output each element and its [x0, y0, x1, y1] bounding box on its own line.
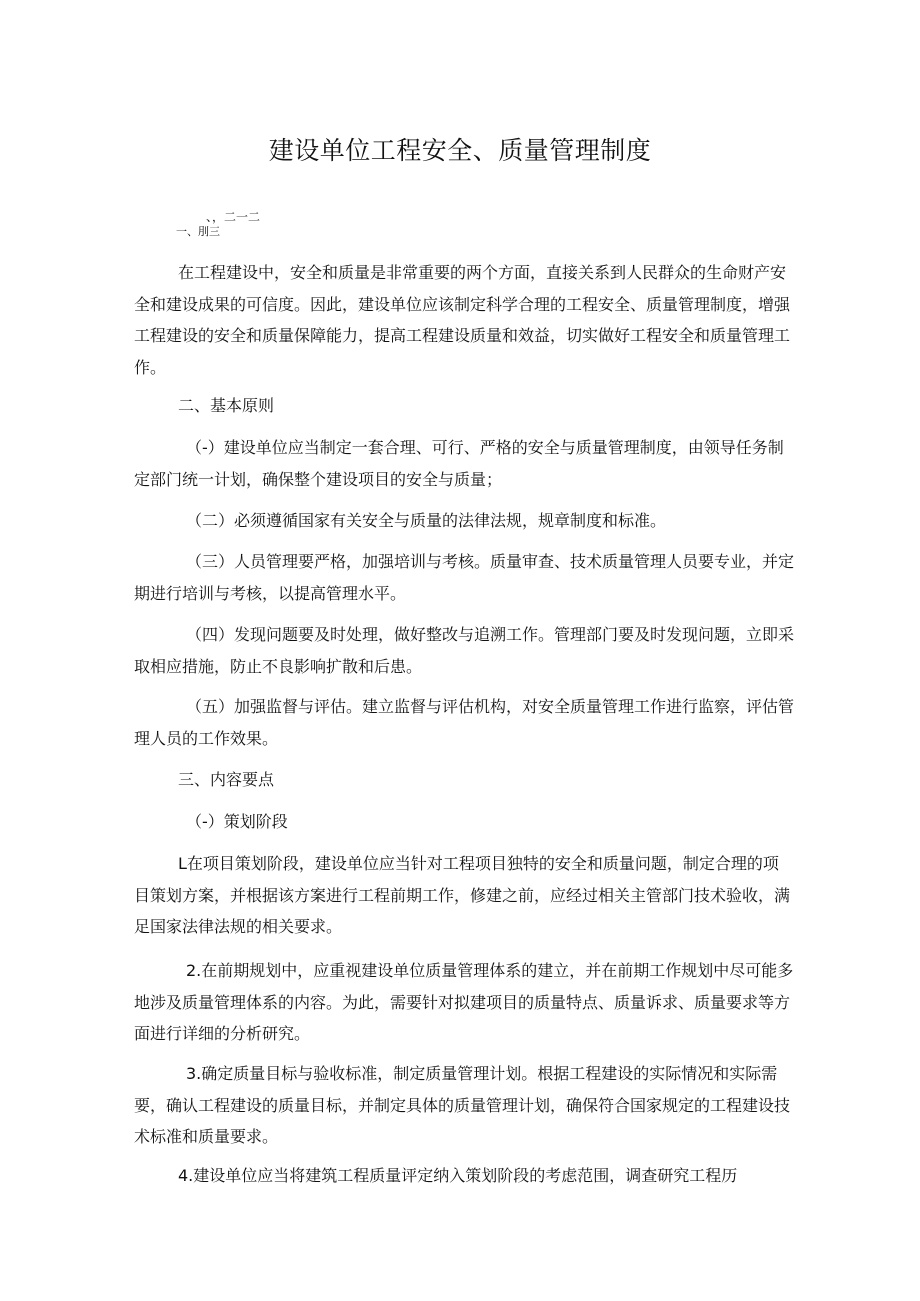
principle-item-2: （二）必须遵循国家有关安全与质量的法律法规，规章制度和标准。	[186, 511, 667, 530]
principle-item-4: （四）发现问题要及时处理，做好整改与追溯工作。管理部门要及时发现问题，立即采取相应措施，防止不良影响扩散和后患。	[134, 625, 795, 676]
point-item-1: L在项目策划阶段，建设单位应当针对工程项目独特的安全和质量问题，制定合理的项目策划方案，并根据该方案进行工程前期工作，修建之前，应经过相关主管部门技术验收，满足国家法律法规的相关要求。	[134, 854, 791, 936]
intro-paragraph: 在工程建设中，安全和质量是非常重要的两个方面，直接关系到人民群众的生命财产安全和建设成果的可信度。因此，建设单位应该制定科学合理的工程安全、质量管理制度，增强工程建设的安全和质量保障能力，提高工程建设质量和效益，切实做好工程安全和质量管理工作。	[134, 263, 791, 377]
principle-item-1: （-）建设单位应当制定一套合理、可行、严格的安全与质量管理制度，由领导任务制定部门统一计划，确保整个建设项目的安全与质量；	[134, 438, 784, 489]
principle-item-3: （三）人员管理要严格，加强培训与考核。质量审查、技术质量管理人员要专业，并定期进行培训与考核，以提高管理水平。	[134, 552, 795, 603]
point-item-3: 3.确定质量目标与验收标准，制定质量管理计划。根据工程建设的实际情况和实际需要，确认工程建设的质量目标，并制定具体的质量管理计划，确保符合国家规定的工程建设技术标准和质量要求。	[134, 1064, 791, 1146]
section-heading-content: 三、内容要点	[178, 770, 275, 789]
garbled-heading	[176, 210, 376, 240]
document-title: 建设单位工程安全、质量管理制度	[268, 136, 652, 165]
garbled-line-2: 一、刖三	[176, 225, 220, 238]
principle-item-5: （五）加强监督与评估。建立监督与评估机构，对安全质量管理工作进行监察，评估管理人员的工作效果。	[134, 697, 795, 748]
point-item-2: 2.在前期规划中，应重视建设单位质量管理体系的建立，并在前期工作规划中尽可能多地涉及质量管理体系的内容。为此，需要针对拟建项目的质量特点、质量诉求、质量要求等方面进行详细的分析研究。	[134, 961, 794, 1043]
garbled-line-1: 、，二一二	[206, 210, 261, 224]
point-item-4: 4.建设单位应当将建筑工程质量评定纳入策划阶段的考虑范围，调查研究工程历	[178, 1166, 738, 1185]
subsection-heading-planning: （-）策划阶段	[186, 812, 288, 831]
section-heading-principles: 二、基本原则	[178, 396, 275, 415]
